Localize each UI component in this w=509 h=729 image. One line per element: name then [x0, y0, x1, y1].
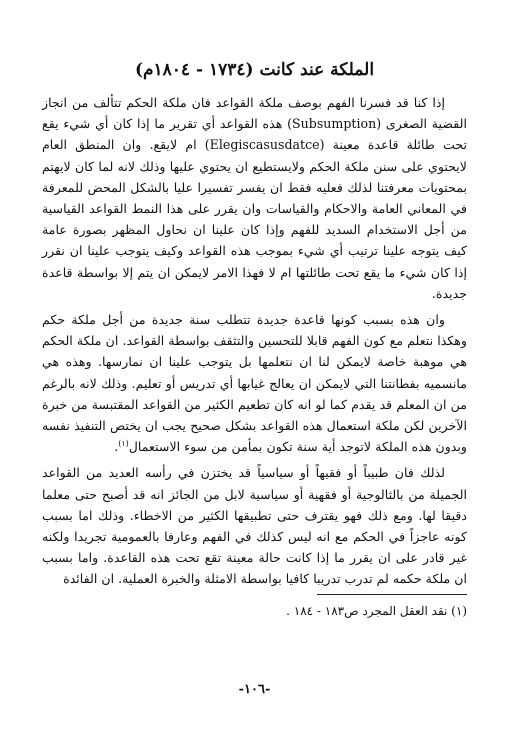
footnote: (١) نقد العقل المجرد ص١٨٣ - ١٨٤ .: [286, 604, 467, 618]
footnote-marker: (١): [118, 439, 129, 449]
paragraph-2-text: وان هذه بسبب كونها قاعدة جديدة تتطلب سنة جديدة من أجل ملكة حكم وهكذا نتعلم مع كون الفهم قابلا للتحسين والتثقف بواسطة القواعد. ان ملكة الحكم هي موهبة خاصة لايمكن لنا ان نتعلمها بل يتوجب علينا ان نمارسها. وهذه هي مانسميه بفطانتنا التي لايمكن ان يعالج غيابها أي تدريس أو تعليم. وذلك لانه بالرغم من ان المعلم قد يقدم كما لو انه كان تطعيم الكثير من القواعد المقتبسة من خبرة الآخرين لكن ملكة استعمال هذه القواعد بشكل صحيح يجب ان يختص التنفيذ نفسه وبدون هذه الملكة لاتوجد أية سنة تكون بمأمن من سوء الاستعمال: [42, 312, 467, 455]
paragraph-3: لذلك فان طبيباً أو فقيهاً أو سياسياً قد يختزن في رأسه العديد من القواعد الجميلة من بالثالوجية أو فقهية أو سياسية لابل من الجائز انه قد أصبح حتى معلما دقيقا لها. ومع ذلك فهو يقترف حتى تطبيقها الكثير من الاخطاء. وذلك اما بسبب كونه عاجزاً في الحكم مع انه ليس كذلك في الفهم وعارفا بالعمومية تجريدا ولكنه غير قادر على ان يقرر ما إذا كانت حالة معينة تقع تحت هذه القاعدة. واما بسبب ان ملكة حكمه لم تدرب تدريبا كافيا بواسطة الامثلة والخبرة العملية. ان الفائدة: [42, 465, 467, 587]
paragraph-2: وان هذه بسبب كونها قاعدة جديدة تتطلب سنة جديدة من أجل ملكة حكم وهكذا نتعلم مع كون الفهم قابلا للتحسين والتثقف بواسطة القواعد. ان ملكة الحكم هي موهبة خاصة لايمكن لنا ان نتعلمها بل يتوجب علينا ان نمارسها. وهذه هي مانسميه بفطانتنا التي لايمكن ان يعالج غيابها أي تدريس أو تعليم. وذلك لانه بالرغم من ان المعلم قد يقدم كما لو انه كان تطعيم الكثير من القواعد المقتبسة من خبرة الآخرين لكن ملكة استعمال هذه القواعد بشكل صحيح يجب ان يختص التنفيذ نفسه وبدون هذه الملكة لاتوجد أية سنة تكون بمأمن من سوء الاستعمال$^{(١)}$.: [42, 312, 467, 455]
body-text: [42, 92, 467, 590]
paragraph-1: إذا كنا قد فسرنا الفهم بوصف ملكة القواعد فان ملكة الحكم تتألف من انجاز القضية الصغرى (Subsumption) هذه القواعد أي تقرير ما إذا كان أي شيء يقع تحت طائلة قاعدة معينة (Elegiscasusdatce) ام لايقع. وان المنطق العام لايحتوي على سنن ملكة الحكم ولايستطيع ان يحتوي عليها وذلك لانه لما كان لايهتم بمحتويات معرفتنا لذلك فعليه فقط ان يفسر تفسيرا عليا بالشكل المحض للمعرفة في المعاني العامة والاحكام والقياسات وان يقرر على هذا النمط القواعد القياسية من أجل الاستخدام السديد للفهم وإذا كان علينا ان نحاول المظهر بصورة عامة كيف يتوجه علينا ترتيب أي شيء بموجب هذه القواعد وكيف يتوجب علينا ان نقرر إذا كان شيء ما يقع تحت طائلتها ام لا فهذا الامر لايمكن ان يتم إلا بواسطة قاعدة جديدة.: [42, 95, 467, 301]
page-number: -١٠٦-: [238, 682, 271, 697]
page-title: الملكة عند كانت (١٧٣٤ - ١٨٠٤م): [134, 60, 375, 80]
footnote-divider: [317, 594, 467, 595]
